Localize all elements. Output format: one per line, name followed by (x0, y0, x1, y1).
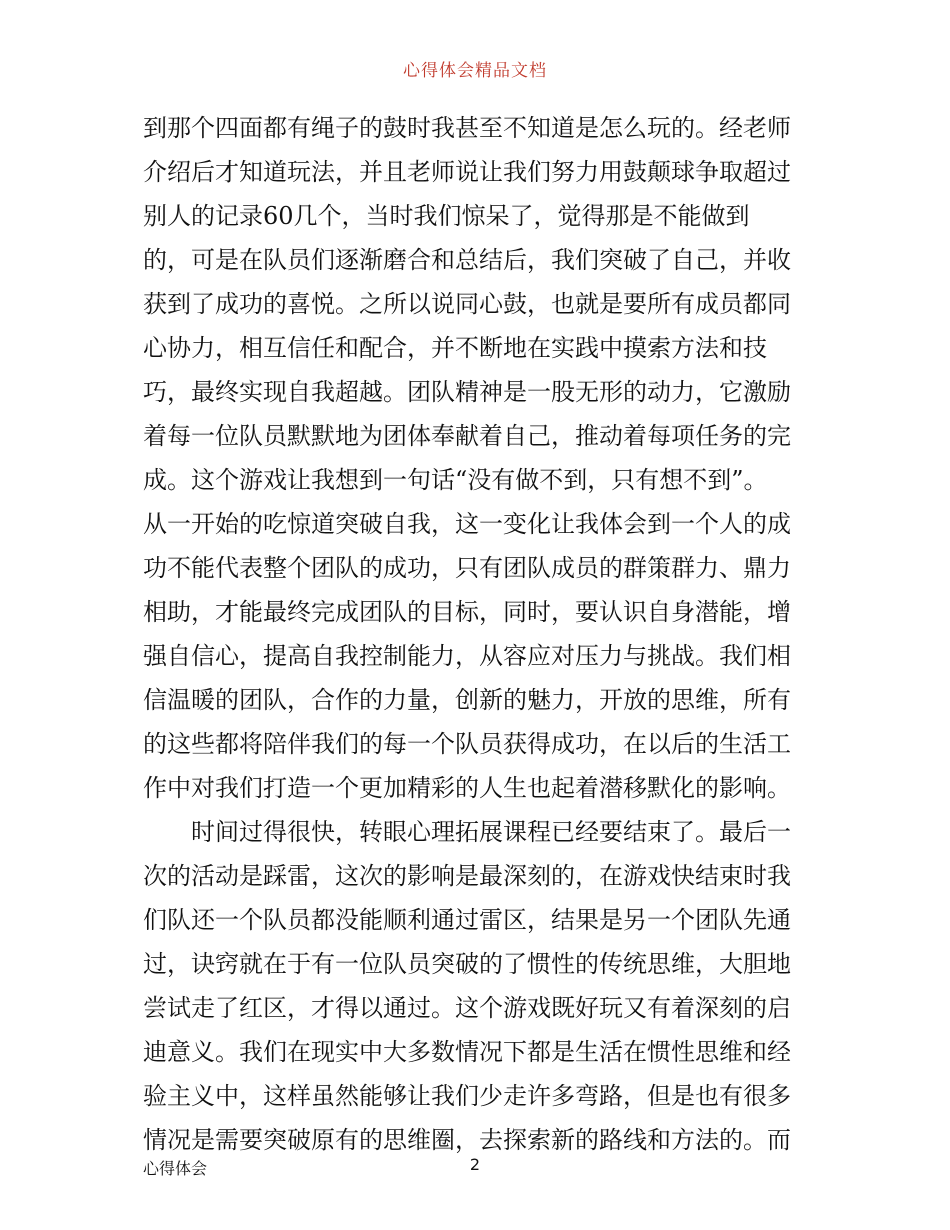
text-line: 尝试走了红区，才得以通过。这个游戏既好玩又有着深刻的启 (143, 994, 791, 1022)
text-line: 迪意义。我们在现实中大多数情况下都是生活在惯性思维和经 (143, 1038, 791, 1066)
document-body (143, 106, 815, 1162)
text-line: 信温暖的团队，合作的力量，创新的魅力，开放的思维，所有 (143, 686, 791, 714)
text-line: 成。这个游戏让我想到一句话“没有做不到，只有想不到”。 (143, 466, 768, 494)
text-line: 功不能代表整个团队的成功，只有团队成员的群策群力、鼎力 (143, 554, 791, 582)
text-line: 获到了成功的喜悦。之所以说同心鼓，也就是要所有成员都同 (143, 290, 791, 318)
text-line: 别人的记录60几个，当时我们惊呆了，觉得那是不能做到 (143, 202, 750, 230)
text-line: 过，诀窍就在于有一位队员突破的了惯性的传统思维，大胆地 (143, 950, 791, 978)
text-line: 从一开始的吃惊道突破自我，这一变化让我体会到一个人的成 (143, 510, 791, 538)
text-line: 们队还一个队员都没能顺利通过雷区，结果是另一个团队先通 (143, 906, 791, 934)
paragraph-start-line: 时间过得很快，转眼心理拓展课程已经要结束了。最后一 (191, 818, 791, 846)
text-line: 作中对我们打造一个更加精彩的人生也起着潜移默化的影响。 (143, 774, 791, 802)
text-line: 验主义中，这样虽然能够让我们少走许多弯路，但是也有很多 (143, 1082, 791, 1110)
page-number: 2 (469, 1155, 481, 1174)
text-line: 的这些都将陪伴我们的每一个队员获得成功，在以后的生活工 (143, 730, 791, 758)
text-line: 次的活动是踩雷，这次的影响是最深刻的，在游戏快结束时我 (143, 862, 791, 890)
page-header-title: 心得体会精品文档 (403, 61, 547, 81)
text-line: 相助，才能最终完成团队的目标，同时，要认识自身潜能，增 (143, 598, 791, 626)
text-line: 着每一位队员默默地为团体奉献着自己，推动着每项任务的完 (143, 422, 791, 450)
text-line: 的，可是在队员们逐渐磨合和总结后，我们突破了自己，并收 (143, 246, 791, 274)
text-line: 介绍后才知道玩法，并且老师说让我们努力用鼓颠球争取超过 (143, 158, 791, 186)
text-line: 心协力，相互信任和配合，并不断地在实践中摸索方法和技 (143, 334, 767, 362)
text-line: 情况是需要突破原有的思维圈，去探索新的路线和方法的。而 (143, 1126, 791, 1154)
text-line: 巧，最终实现自我超越。团队精神是一股无形的动力，它激励 (143, 378, 791, 406)
text-line: 强自信心，提高自我控制能力，从容应对压力与挑战。我们相 (143, 642, 791, 670)
text-line: 到那个四面都有绳子的鼓时我甚至不知道是怎么玩的。经老师 (143, 114, 791, 142)
footer-label: 心得体会 (143, 1159, 208, 1178)
